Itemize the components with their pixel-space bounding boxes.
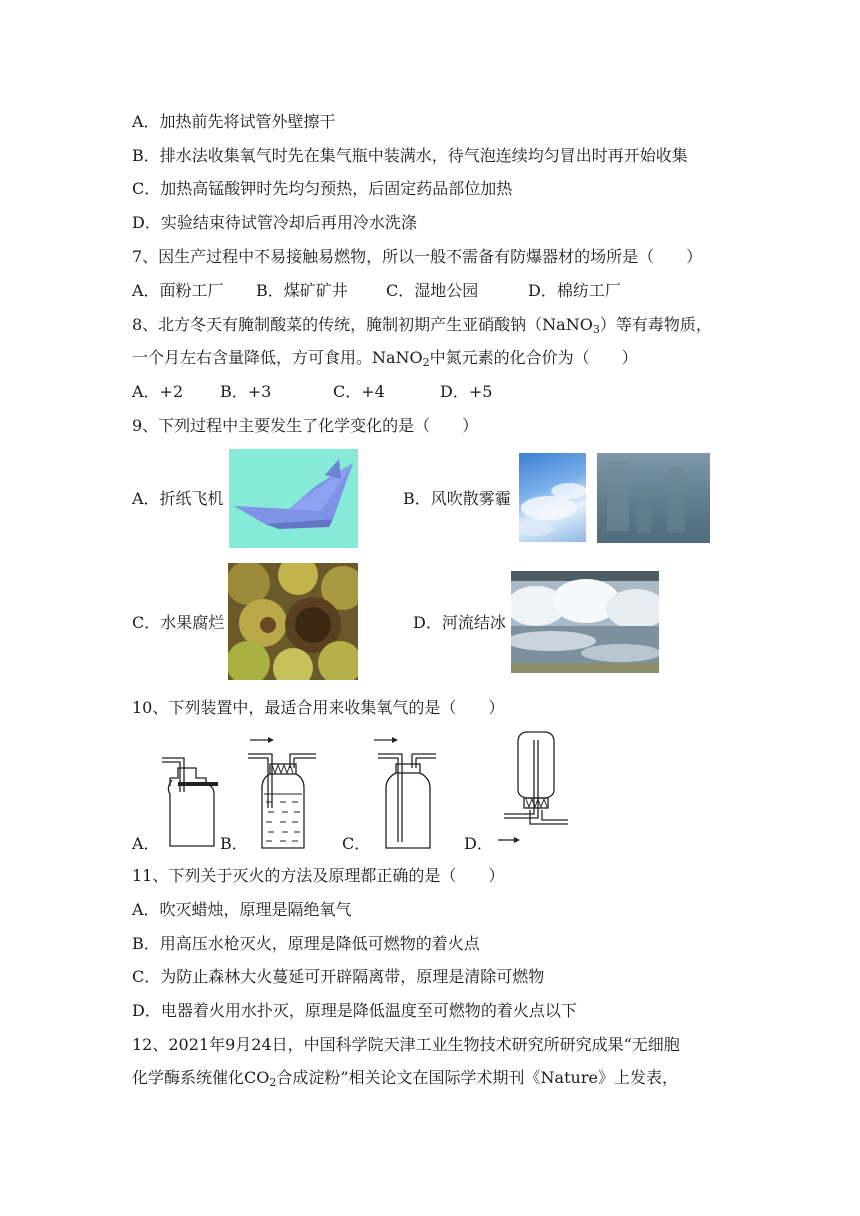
gas-bottle-c-icon bbox=[370, 734, 440, 850]
q9-option-d: D．河流结冰 bbox=[413, 613, 506, 632]
q9-stem: 9、下列过程中主要发生了化学变化的是（ ） bbox=[132, 416, 479, 435]
q7-option-b: B．煤矿矿井 bbox=[256, 281, 348, 300]
q6-option-a: A．加热前先将试管外壁擦干 bbox=[132, 112, 336, 131]
q11-option-c: C．为防止森林大火蔓延可开辟隔离带，原理是清除可燃物 bbox=[132, 967, 545, 986]
smog-photo bbox=[597, 453, 710, 543]
q7-option-d: D．棉纺工厂 bbox=[528, 281, 621, 300]
q8-stem-line2: 一个月左右含量降低，方可食用。NaNO$_2$中氮元素的化合价为（ ） bbox=[132, 348, 638, 369]
q10-option-c: C． bbox=[342, 834, 371, 853]
q10-stem: 10、下列装置中，最适合用来收集氧气的是（ ） bbox=[132, 698, 505, 717]
q8-option-c: C．+4 bbox=[333, 382, 385, 401]
q6-option-c: C．加热高锰酸钾时先均匀预热，后固定药品部位加热 bbox=[132, 179, 513, 198]
q7-stem: 7、因生产过程中不易接触易燃物，所以一般不需备有防爆器材的场所是（ ） bbox=[132, 247, 703, 266]
q9-option-b: B．风吹散雾霾 bbox=[403, 489, 511, 508]
q8-option-d: D．+5 bbox=[440, 382, 493, 401]
q12-stem-line2: 化学酶系统催化$CO_2$合成淀粉”相关论文在国际学术期刊《Nature》上发表， bbox=[132, 1068, 678, 1089]
q10-option-a: A． bbox=[132, 834, 160, 853]
q10-option-b: B． bbox=[220, 834, 248, 853]
sky-photo bbox=[519, 453, 586, 542]
paper-plane-photo bbox=[229, 449, 358, 548]
q8-stem-line1: 8、北方冬天有腌制酸菜的传统，腌制初期产生亚硝酸钠（NaNO$_3$）等有毒物质， bbox=[132, 315, 712, 336]
q6-option-d: D．实验结束待试管冷却后再用冷水洗涤 bbox=[132, 213, 417, 232]
q8-option-a: A．+2 bbox=[132, 382, 184, 401]
frozen-river-photo bbox=[511, 571, 659, 673]
gas-bottle-a-icon bbox=[156, 748, 220, 850]
q6-option-b: B．排水法收集氧气时先在集气瓶中装满水，待气泡连续均匀冒出时再开始收集 bbox=[132, 146, 688, 165]
q9-option-c: C．水果腐烂 bbox=[132, 613, 225, 632]
gas-bottle-b-icon bbox=[246, 734, 318, 850]
q7-option-a: A．面粉工厂 bbox=[132, 281, 224, 300]
q11-option-a: A．吹灭蜡烛，原理是隔绝氧气 bbox=[132, 900, 352, 919]
q10-option-d: D． bbox=[464, 834, 493, 853]
q11-option-d: D．电器着火用水扑灭，原理是降低温度至可燃物的着火点以下 bbox=[132, 1001, 577, 1020]
q12-stem-line1: 12、2021年9月24日，中国科学院天津工业生物技术研究所研究成果“无细胞 bbox=[132, 1035, 680, 1054]
q9-option-a: A．折纸飞机 bbox=[132, 489, 224, 508]
q11-option-b: B．用高压水枪灭火，原理是降低可燃物的着火点 bbox=[132, 934, 480, 953]
q8-option-b: B．+3 bbox=[220, 382, 272, 401]
gas-bottle-d-icon bbox=[496, 730, 570, 850]
q7-option-c: C．湿地公园 bbox=[386, 281, 479, 300]
q11-stem: 11、下列关于灭火的方法及原理都正确的是（ ） bbox=[132, 866, 505, 885]
rotten-fruit-photo bbox=[228, 563, 358, 680]
